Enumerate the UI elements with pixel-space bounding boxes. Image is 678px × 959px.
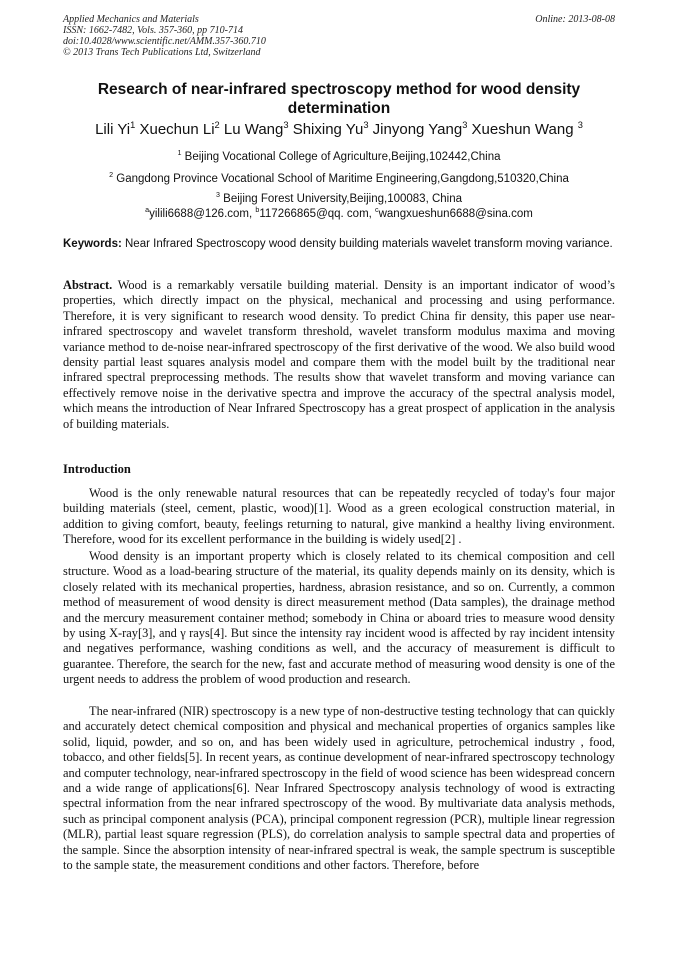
journal-header [63, 14, 615, 58]
email-mark: b [255, 206, 260, 215]
author-name: Xueshun Wang [471, 121, 574, 138]
affiliation-1 [63, 150, 615, 164]
keywords-text: Near Infrared Spectroscopy wood density building materials wavelet transform moving variance. [125, 238, 613, 250]
affiliation-2 [63, 172, 615, 186]
intro-paragraph-3: The near-infrared (NIR) spectroscopy is a new type of non-destructive testing technology that can quickly and accurately detect chemical composition and physical and mechanical properties of organics samples like solid, liquid, powder, and so on, and has been widely used in agriculture, petrochemical industry , food, tobacco, and other fields[5]. In recent years, as continue development of near-infrared spectroscopy technology and computer technology, near-infrared spectroscopy in the field of wood science has been widespread concern and a wide range of applications[6]. Near Infrared Spectroscopy analysis technology of wood is extracting spectral information from the near infrared spectroscopy of the wood. By multivariate data analysis methods, such as principal component analysis (PCA), principal component regression (PCR), multiple linear regression (MLR), partial least square regression (PLS), do correlation analysis to sample spectral data and properties of the sample. Since the absorption intensity of near-infrared spectral is weak, the sample spectrum is susceptible to the sample state, the measurement conditions and other factors. Therefore, before [63, 704, 615, 873]
author-affiliation-mark: 3 [577, 120, 583, 130]
keywords-label: Keywords: [63, 238, 122, 250]
author-affiliation-mark: 2 [214, 120, 220, 130]
issn-line: ISSN: 1662-7482, Vols. 357-360, pp 710-714 [63, 25, 243, 36]
email-address: wangxueshun6688@sina.com [378, 208, 533, 220]
affiliation-mark: 3 [215, 191, 220, 200]
affiliation-text: Beijing Vocational College of Agriculture,Beijing,102442,China [184, 151, 501, 163]
email-address: yilili6688@126.com, [149, 208, 256, 220]
journal-name: Applied Mechanics and Materials [63, 14, 199, 25]
author-affiliation-mark: 3 [363, 120, 369, 130]
copyright-line: © 2013 Trans Tech Publications Ltd, Switzerland [63, 47, 261, 58]
email-line [63, 207, 615, 221]
email-address: 117266865@qq. com, [259, 208, 376, 220]
abstract-label: Abstract. [63, 278, 113, 292]
keywords-block [63, 237, 615, 252]
email-mark: c [375, 206, 379, 215]
author-name: Lu Wang [223, 121, 284, 138]
abstract-block [63, 278, 615, 432]
author-affiliation-mark: 3 [283, 120, 289, 130]
introduction-heading: Introduction [63, 462, 131, 476]
author-name: Lili Yi [95, 121, 131, 138]
affiliation-mark: 1 [177, 149, 182, 158]
paper-title: Research of near-infrared spectroscopy method for wood density determination [97, 81, 581, 117]
email-mark: a [145, 206, 150, 215]
author-name: Xuechun Li [139, 121, 215, 138]
intro-paragraph-1: Wood is the only renewable natural resources that can be repeatedly recycled of today's four major building materials (steel, cement, plastic, wood)[1]. Wood as a green ecological construction material, in addition to giving comfort, beauty, feelings returning to natural, give mankind a healthy living environment. Therefore, wood for its excellent performance in the building is widely used[2] . [63, 486, 615, 547]
affiliation-text: Gangdong Province Vocational School of Maritime Engineering,Gangdong,510320,China [116, 173, 569, 185]
online-date: Online: 2013-08-08 [535, 14, 615, 25]
affiliation-mark: 2 [109, 171, 114, 180]
doi-line: doi:10.4028/www.scientific.net/AMM.357-360.710 [63, 36, 266, 47]
abstract-text: Wood is a remarkably versatile building material. Density is an important indicator of wood’s properties, which directly impact on the physical, mechanical and processing and using performance. Therefore, it is very significant to research wood density. To predict China fir density, this paper use near-infrared spectroscopy and wavelet transform threshold, wavelet transform modulus maxima and moving variance method to de-noise near-infrared spectroscopy of the first derivative of the wood. We also build wood density partial least squares analysis model and compare them with the model built by the traditional near infrared spectral preprocessing methods. The results show that wavelet transform and moving variance can effectively remove noise in the derivative spectra and improve the accuracy of the spectral analysis model, which means the introduction of Near Infrared Spectroscopy has a great prospect of application in the analysis of building materials. [63, 278, 616, 431]
author-list [63, 121, 615, 139]
author-affiliation-mark: 1 [130, 120, 136, 130]
author-name: Jinyong Yang [372, 121, 463, 138]
author-affiliation-mark: 3 [462, 120, 468, 130]
intro-paragraph-2: Wood density is an important property which is closely related to its chemical composition and cell structure. Wood as a load-bearing structure of the material, its quality depends mainly on its density, which is closely related with its mechanical properties, hardness, abrasion resistance, and so on. Currently, a common method of measurement of wood density is direct measurement method (Data samples), the drainage method and the mercury measurement container method; somebody in China or aboard tries to measure wood density by using X-ray[3], and γ rays[4]. But since the intensity ray incident wood is affected by ray incident intensity and negatives performance, washing conditions as well, and the accuracy of measurement is difficult to guarantee. Therefore, the search for the new, fast and accurate method of measuring wood density is one of the urgent needs to address the problem of wood production and research. [63, 549, 615, 687]
affiliation-3 [63, 192, 615, 206]
affiliation-text: Beijing Forest University,Beijing,100083, China [223, 193, 463, 205]
author-name: Shixing Yu [292, 121, 364, 138]
